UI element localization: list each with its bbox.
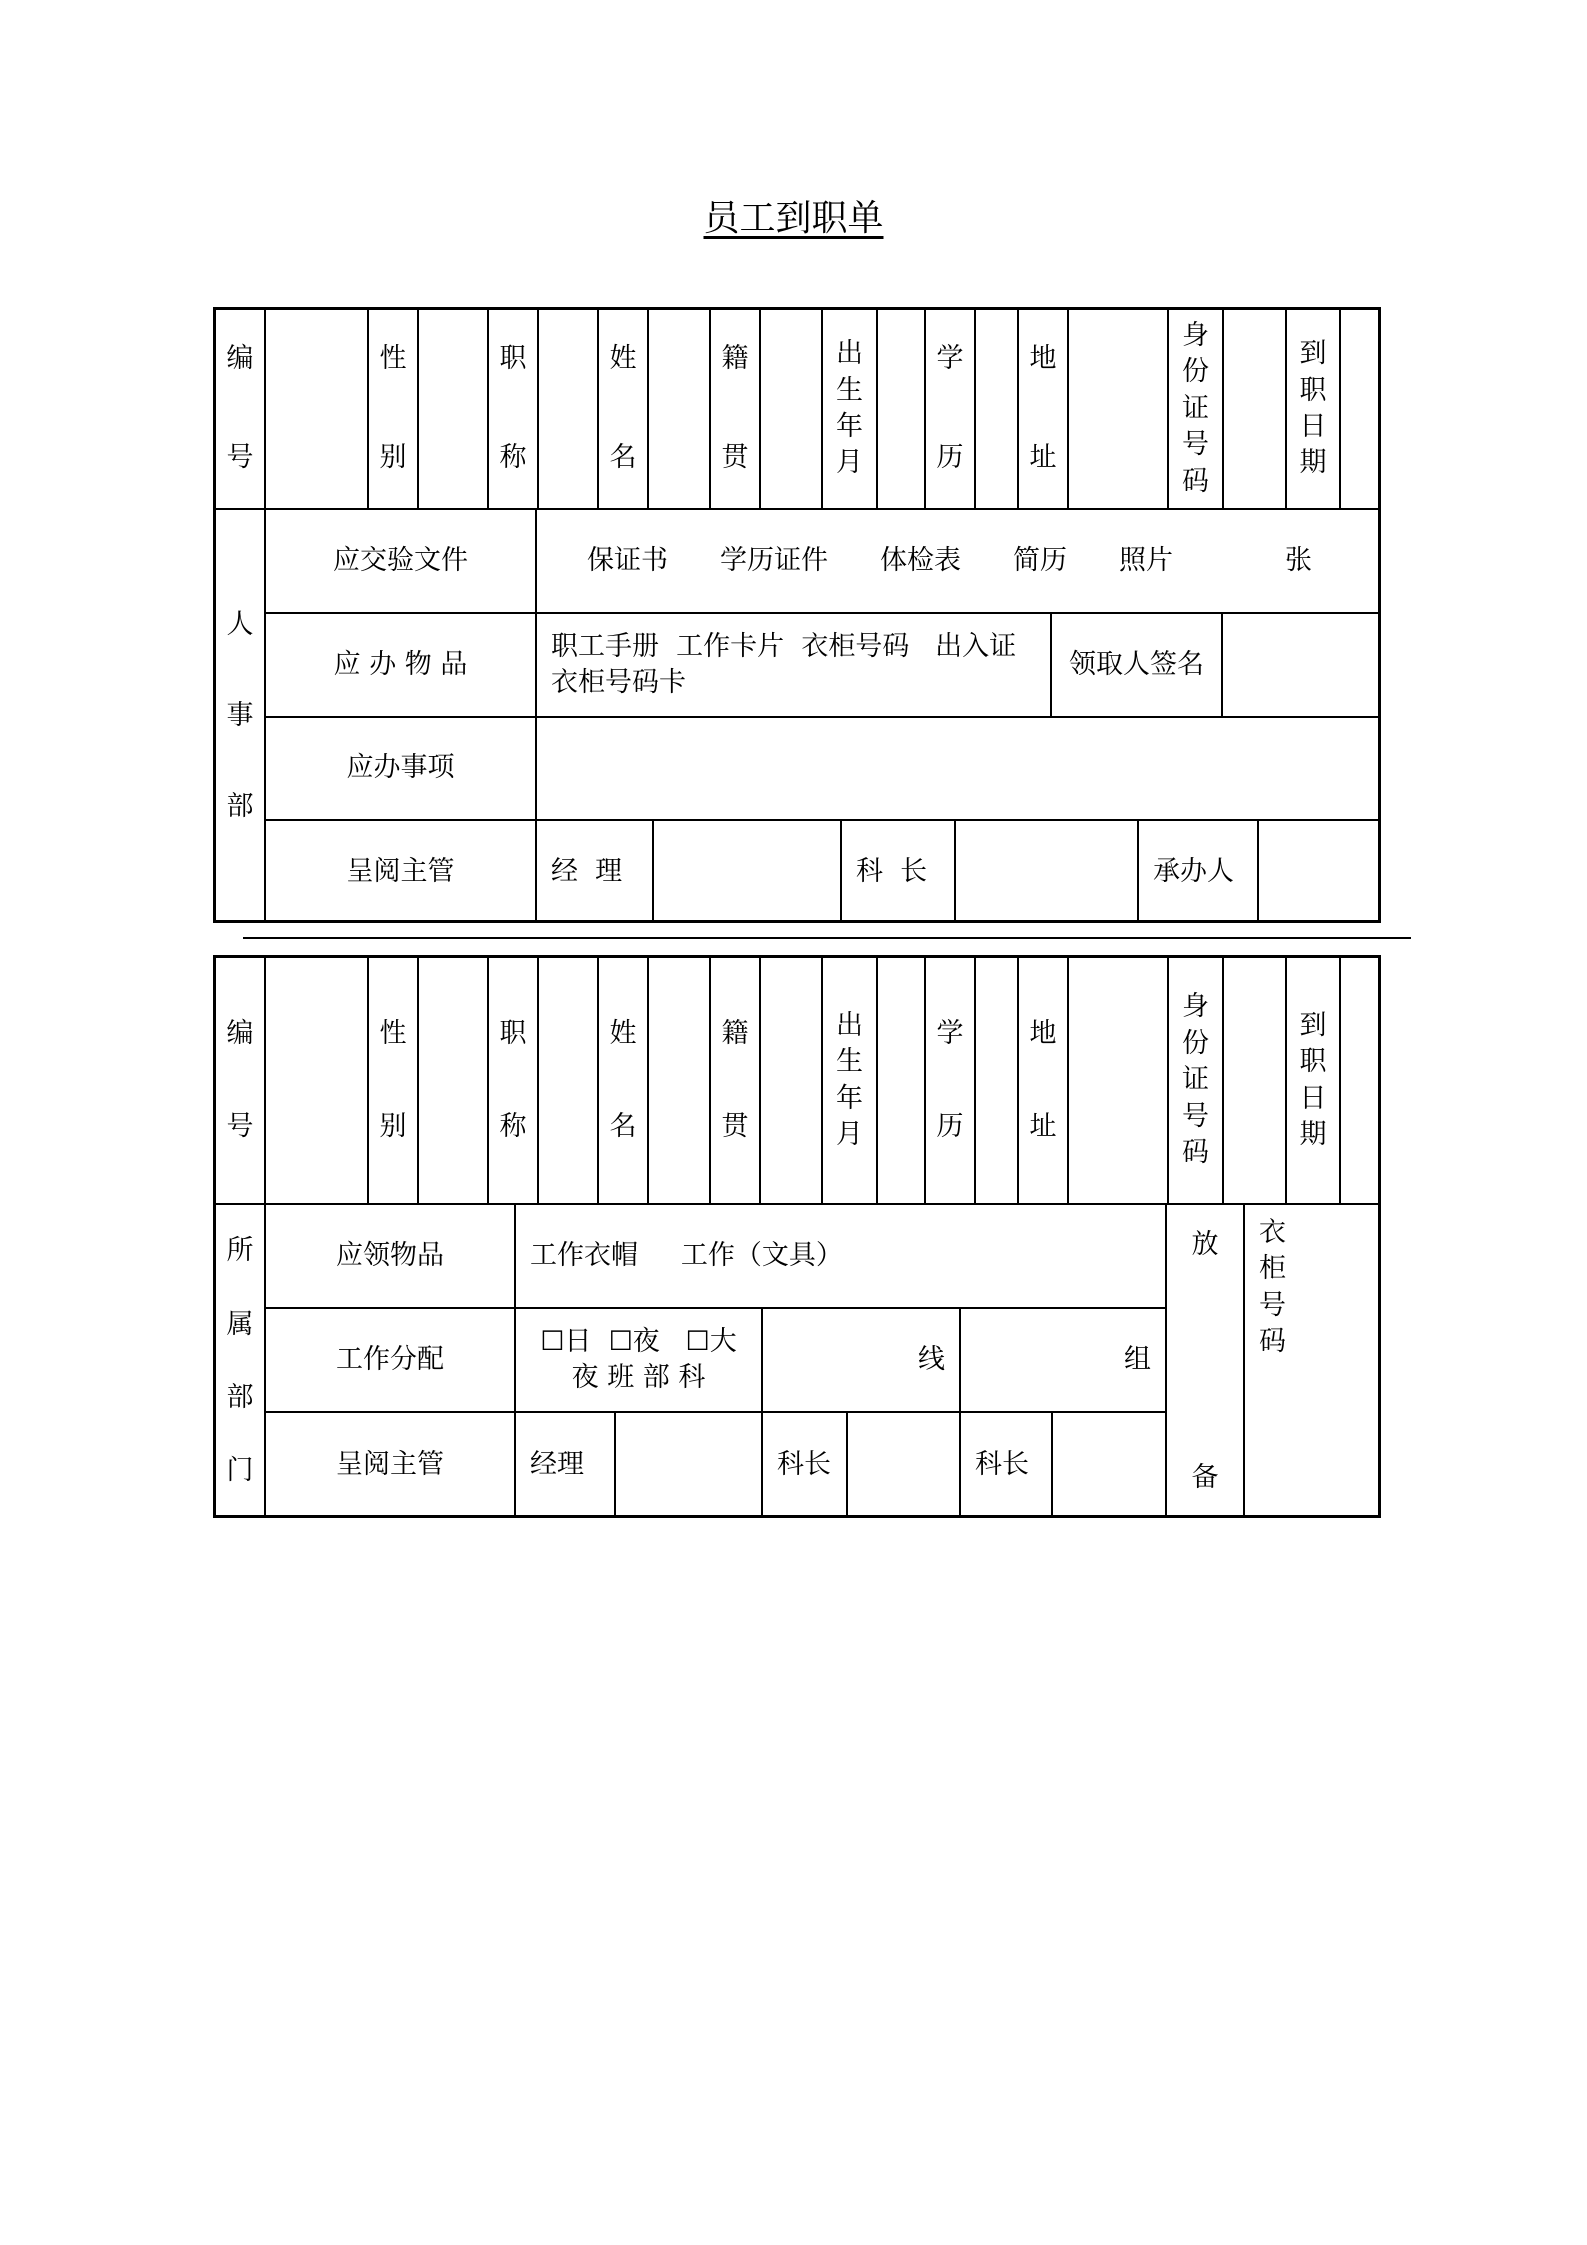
dept-chief2-field[interactable] — [1053, 1413, 1167, 1518]
value-id-card[interactable] — [1224, 310, 1287, 510]
doc-photo: 照片 — [1119, 544, 1173, 576]
label-start-date: 到 职 日 期 — [1287, 310, 1341, 510]
value-name-2[interactable] — [649, 958, 711, 1205]
value-gender[interactable] — [419, 310, 489, 510]
shift-line-1[interactable]: ☐日 ☐夜 ☐大 — [540, 1325, 737, 1357]
remark-label: 放 备 — [1167, 1205, 1245, 1518]
label-position-2: 职 称 — [489, 958, 539, 1205]
dept-label: 所 属 部 门 — [216, 1205, 266, 1518]
doc-education-cert: 学历证件 — [720, 544, 828, 576]
value-start-date-2[interactable] — [1341, 958, 1381, 1205]
value-birth[interactable] — [878, 310, 926, 510]
manager-field[interactable] — [654, 821, 842, 923]
dept-review-label: 呈阅主管 — [266, 1413, 516, 1518]
manager-label: 经 理 — [537, 821, 654, 923]
label-name: 姓 名 — [599, 310, 649, 510]
dept-chief1-label: 科长 — [763, 1413, 848, 1518]
label-position: 职 称 — [489, 310, 539, 510]
label-start-date-2: 到 职 日 期 — [1287, 958, 1341, 1205]
value-id[interactable] — [266, 310, 369, 510]
label-education-2: 学 历 — [926, 958, 976, 1205]
value-position-2[interactable] — [539, 958, 599, 1205]
label-birth-2: 出 生 年 月 — [823, 958, 878, 1205]
receiver-signature-field[interactable] — [1223, 614, 1381, 718]
matters-field[interactable] — [537, 718, 1381, 821]
label-id-card-2: 身 份 证 号 码 — [1169, 958, 1224, 1205]
dept-manager-label: 经理 — [516, 1413, 616, 1518]
shift-options[interactable] — [516, 1309, 763, 1413]
label-id-card: 身 份 证 号 码 — [1169, 310, 1224, 510]
label-education: 学 历 — [926, 310, 976, 510]
label-origin: 籍 贯 — [711, 310, 761, 510]
value-address[interactable] — [1069, 310, 1169, 510]
section-chief-field[interactable] — [956, 821, 1139, 923]
department-onboarding-form — [213, 955, 1381, 1518]
items-list — [537, 614, 1052, 718]
doc-photo-unit: 张 — [1285, 544, 1312, 576]
value-start-date[interactable] — [1341, 310, 1381, 510]
dept-items-label: 应领物品 — [266, 1205, 516, 1309]
label-id: 编 号 — [216, 310, 266, 510]
documents-label: 应交验文件 — [266, 510, 537, 614]
hr-onboarding-form — [213, 307, 1381, 923]
label-gender: 性 别 — [369, 310, 419, 510]
dept-chief2-label: 科长 — [961, 1413, 1053, 1518]
group-label: 组 — [961, 1309, 1167, 1413]
value-id-2[interactable] — [266, 958, 369, 1205]
dept-chief1-field[interactable] — [848, 1413, 961, 1518]
value-gender-2[interactable] — [419, 958, 489, 1205]
handler-field[interactable] — [1259, 821, 1381, 923]
doc-health-check: 体检表 — [880, 544, 961, 576]
dept-items-value: 工作衣帽 工作（文具） — [516, 1205, 1167, 1309]
label-address-2: 地 址 — [1019, 958, 1069, 1205]
doc-guarantee: 保证书 — [587, 544, 668, 576]
form-title: 员工到职单 — [703, 198, 884, 239]
value-position[interactable] — [539, 310, 599, 510]
value-birth-2[interactable] — [878, 958, 926, 1205]
value-education-2[interactable] — [976, 958, 1019, 1205]
value-origin[interactable] — [761, 310, 823, 510]
value-origin-2[interactable] — [761, 958, 823, 1205]
label-birth: 出 生 年 月 — [823, 310, 878, 510]
locker-number-label[interactable]: 衣 柜 号 码 — [1259, 1217, 1286, 1358]
doc-resume: 简历 — [1013, 544, 1067, 576]
receiver-signature-label: 领取人签名 — [1052, 614, 1223, 718]
form-divider — [243, 937, 1411, 939]
dept-manager-field[interactable] — [616, 1413, 763, 1518]
label-address: 地 址 — [1019, 310, 1069, 510]
assign-label: 工作分配 — [266, 1309, 516, 1413]
value-education[interactable] — [976, 310, 1019, 510]
handler-label: 承办人 — [1139, 821, 1259, 923]
value-name[interactable] — [649, 310, 711, 510]
hr-dept-label: 人 事 部 — [216, 510, 266, 923]
items-line-2: 衣柜号码卡 — [551, 667, 686, 698]
label-gender-2: 性 别 — [369, 958, 419, 1205]
items-label: 应 办 物 品 — [266, 614, 537, 718]
items-line-1: 职工手册 工作卡片 衣柜号码 出入证 — [551, 630, 1017, 662]
section-chief-label: 科 长 — [842, 821, 956, 923]
matters-label: 应办事项 — [266, 718, 537, 821]
value-address-2[interactable] — [1069, 958, 1169, 1205]
label-name-2: 姓 名 — [599, 958, 649, 1205]
line-label: 线 — [763, 1309, 961, 1413]
label-origin-2: 籍 贯 — [711, 958, 761, 1205]
documents-list — [537, 510, 1381, 614]
shift-line-2: 夜 班 部 科 — [571, 1362, 706, 1393]
review-label: 呈阅主管 — [266, 821, 537, 923]
label-id-2: 编 号 — [216, 958, 266, 1205]
value-id-card-2[interactable] — [1224, 958, 1287, 1205]
